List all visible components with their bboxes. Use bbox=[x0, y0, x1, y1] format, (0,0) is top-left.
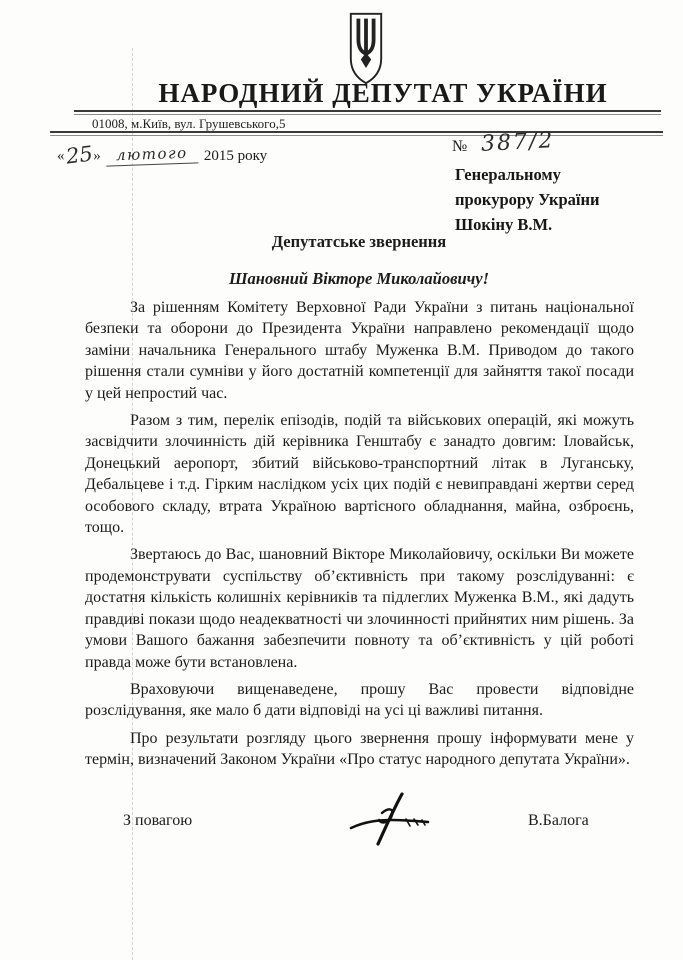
addressee-line: Генеральному bbox=[455, 165, 561, 184]
letterhead-rule-bottom bbox=[50, 131, 663, 136]
letterhead-title: НАРОДНИЙ ДЕПУТАТ УКРАЇНИ bbox=[158, 78, 608, 108]
body-paragraph: Разом з тим, перелік епізодів, подій та військових операцій, які можуть засвідчити злочинність дій керівника Генштабу є занадто довгим: Іловайськ, Донецький аеропорт, збитий військово-транспортний літак в Луганську, Дебальцеве і т.д. Гірким наслідком усіх цих подій є невиправдані жертви серед особового складу, втрата Україною вартісного обладнання, майна, озброєнь, тощо. bbox=[85, 412, 634, 537]
signature-scribble-icon bbox=[342, 790, 437, 850]
body-paragraph: Про результати розгляду цього звернення прошу інформувати мене у термін, визначений Законом України «Про статус народного депутата України». bbox=[85, 729, 634, 769]
handwritten-number: 387/2 bbox=[480, 128, 556, 157]
document-heading: Депутатське звернення bbox=[271, 232, 447, 251]
body-paragraph: Враховуючи вищенаведене, прошу Вас провести відповідне розслідування, яке мало б дати відповіді на усі ці важливі питання. bbox=[85, 680, 634, 720]
date-close-quote: » bbox=[93, 148, 101, 164]
number-label: № bbox=[452, 138, 468, 155]
addressee-block bbox=[455, 162, 600, 237]
date-year: 2015 року bbox=[203, 148, 268, 164]
letter-body bbox=[85, 297, 634, 777]
addressee-line: Шокіну В.М. bbox=[455, 215, 553, 234]
date-line bbox=[57, 141, 268, 169]
handwritten-date-day: 25 bbox=[64, 141, 94, 169]
signer-name: В.Балога bbox=[528, 812, 589, 829]
closing-phrase: З повагою bbox=[123, 812, 193, 829]
document-number-line bbox=[452, 128, 556, 157]
date-open-quote: « bbox=[57, 148, 65, 164]
letterhead-address: 01008, м.Київ, вул. Грушевського,5 bbox=[92, 116, 286, 131]
letterhead-rule-top bbox=[74, 110, 661, 115]
handwritten-date-month: лютого bbox=[106, 143, 198, 166]
ukraine-trident-emblem-icon bbox=[347, 11, 385, 87]
addressee-line: прокурору України bbox=[455, 190, 600, 209]
body-paragraph: За рішенням Комітету Верховної Ради України з питань національної безпеки та оборони до Президента України направлено рекомендації щодо заміни начальника Генерального штабу Муженка В.М. Приводом до такого рішення стали сумніви у його достатній компетенції для зайняття такої посади у цей непростий час. bbox=[85, 299, 634, 402]
body-paragraph: Звертаюсь до Вас, шановний Вікторе Миколайовичу, оскільки Ви можете продемонструвати суспільству об’єктивність при такому розслідуванні: є достатня кількість колишніх керівників та підлеглих Муженка В.М., які дадуть правдиві покази щодо неадекватності чи злочинності прийнятих ним рішень. За умови Вашого бажання забезпечити повноту та об’єктивність у цій роботі правда може бути встановлена. bbox=[85, 546, 634, 671]
salutation: Шановний Вікторе Миколайовичу! bbox=[228, 269, 490, 288]
